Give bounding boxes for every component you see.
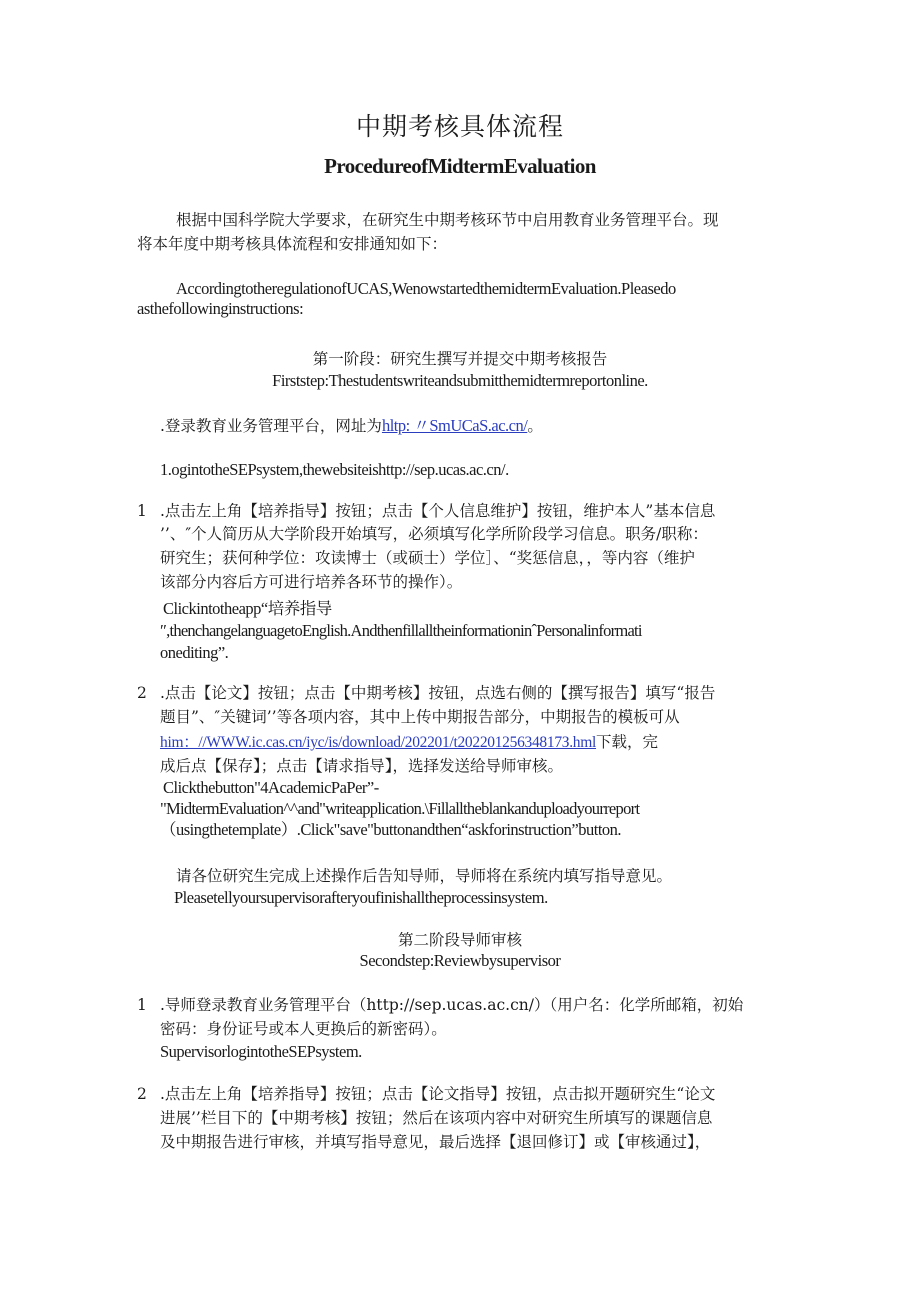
s2-item1-en: SupervisorlogintotheSEPsystem.	[160, 1042, 362, 1061]
s1-item1-en-1: Clickintotheapp“培养指导	[163, 599, 332, 618]
login-link[interactable]: hltp: 〃SmUCaS.ac.cn/	[381, 416, 528, 435]
s1-item2-link-line	[160, 732, 658, 753]
intro-en-line-2: asthefollowinginstructions:	[137, 299, 304, 318]
login-line	[160, 416, 543, 436]
s2-item2-number: 2	[137, 1085, 147, 1103]
s1-item2-en-2: "MidtermEvaluation^^and"writeapplication.\Fillalltheblankanduploadyourreport	[160, 799, 640, 818]
intro-cn-line-2: 将本年度中期考核具体流程和安排通知如下：	[137, 235, 448, 253]
s1-item2-cn-1: .点击【论文】按钮；点击【中期考核】按钮，点选右侧的【撰写报告】填写“报告	[160, 684, 716, 702]
stage2-heading-en: Secondstep:Reviewbysupervisor	[359, 951, 561, 970]
s1-item2-en-3: （usingthetemplate）.Click"save"buttonandthen“askforinstruction”button.	[160, 820, 622, 839]
login-en: 1.ogintotheSEPsystem,thewebsiteishttp://sep.ucas.ac.cn/.	[160, 460, 509, 479]
s2-item2-cn-1: .点击左上角【培养指导】按钮；点击【论文指导】按钮，点击拟开题研究生“论文	[160, 1085, 716, 1103]
s2-item1-cn-2: 密码：身份证号或本人更换后的新密码）。	[160, 1020, 447, 1038]
stage1-heading-cn: 第一阶段：研究生撰写并提交中期考核报告	[312, 350, 608, 368]
s1-item1-cn-1: .点击左上角【培养指导】按钮；点击【个人信息维护】按钮，维护本人”基本信息	[160, 502, 716, 520]
s2-item1-cn-1: .导师登录教育业务管理平台（http://sep.ucas.ac.cn/）（用户名：化学所邮箱，初始	[160, 996, 744, 1014]
login-cn-suffix: 。	[527, 417, 543, 435]
note-en: Pleasetellyoursupervisorafteryoufinishalltheprocessinsystem.	[174, 888, 548, 907]
intro-en-line-1: AccordingtotheregulationofUCAS,WenowstartedthemidtermEvaluation.Pleasedo	[176, 279, 676, 298]
s1-item2-en-1: Clickthebutton"4AcademicPaPer”-	[163, 778, 379, 797]
s1-item2-cn-2: 题目”、″关键词’’等各项内容，其中上传中期报告部分，中期报告的模板可从	[160, 708, 680, 726]
stage1-heading-en: Firststep:Thestudentswriteandsubmitthemidtermreportonline.	[272, 371, 648, 390]
intro-cn-line-1: 根据中国科学院大学要求，在研究生中期考核环节中启用教育业务管理平台。现	[176, 211, 719, 229]
s1-item1-en-3: onediting”.	[160, 643, 229, 662]
s2-item1-number: 1	[137, 996, 147, 1014]
s1-item1-cn-2: ’’、″个人简历从大学阶段开始填写，必须填写化学所阶段学习信息。职务/职称：	[160, 525, 708, 543]
s1-item2-number: 2	[137, 684, 147, 702]
title-english: ProcedureofMidtermEvaluation	[324, 154, 596, 178]
s1-item1-cn-3: 研究生；获何种学位：攻读博士（或硕士）学位］、“奖惩信息，，等内容（维护	[160, 549, 695, 567]
s2-item2-cn-2: 进展’’栏目下的【中期考核】按钮；然后在该项内容中对研究生所填写的课题信息	[160, 1109, 713, 1127]
template-download-link[interactable]: him：//WWW.ic.cas.cn/iyc/is/download/202201/t20220125634817З.hml	[160, 734, 597, 751]
s2-item2-cn-3: 及中期报告进行审核，并填写指导意见，最后选择【退回修订】或【审核通过】，	[160, 1133, 711, 1151]
s1-item2-cn-after: 成后点【保存】；点击【请求指导】，选择发送给导师审核。	[160, 757, 564, 775]
title-chinese: 中期考核具体流程	[355, 112, 564, 141]
note-cn: 请各位研究生完成上述操作后告知导师，导师将在系统内填写指导意见。	[176, 867, 673, 885]
login-cn-prefix: .登录教育业务管理平台，网址为	[160, 417, 382, 435]
stage2-heading-cn: 第二阶段导师审核	[397, 931, 522, 949]
s1-item1-number: 1	[137, 502, 147, 520]
s1-item1-en-2: ″,thenchangelanguagetoEnglish.AndthenfillalltheinformationinˆPersonalinformati	[160, 621, 642, 640]
link-suffix: 下载，完	[596, 733, 659, 751]
s1-item1-cn-4: 该部分内容后方可进行培养各环节的操作）。	[160, 573, 463, 591]
